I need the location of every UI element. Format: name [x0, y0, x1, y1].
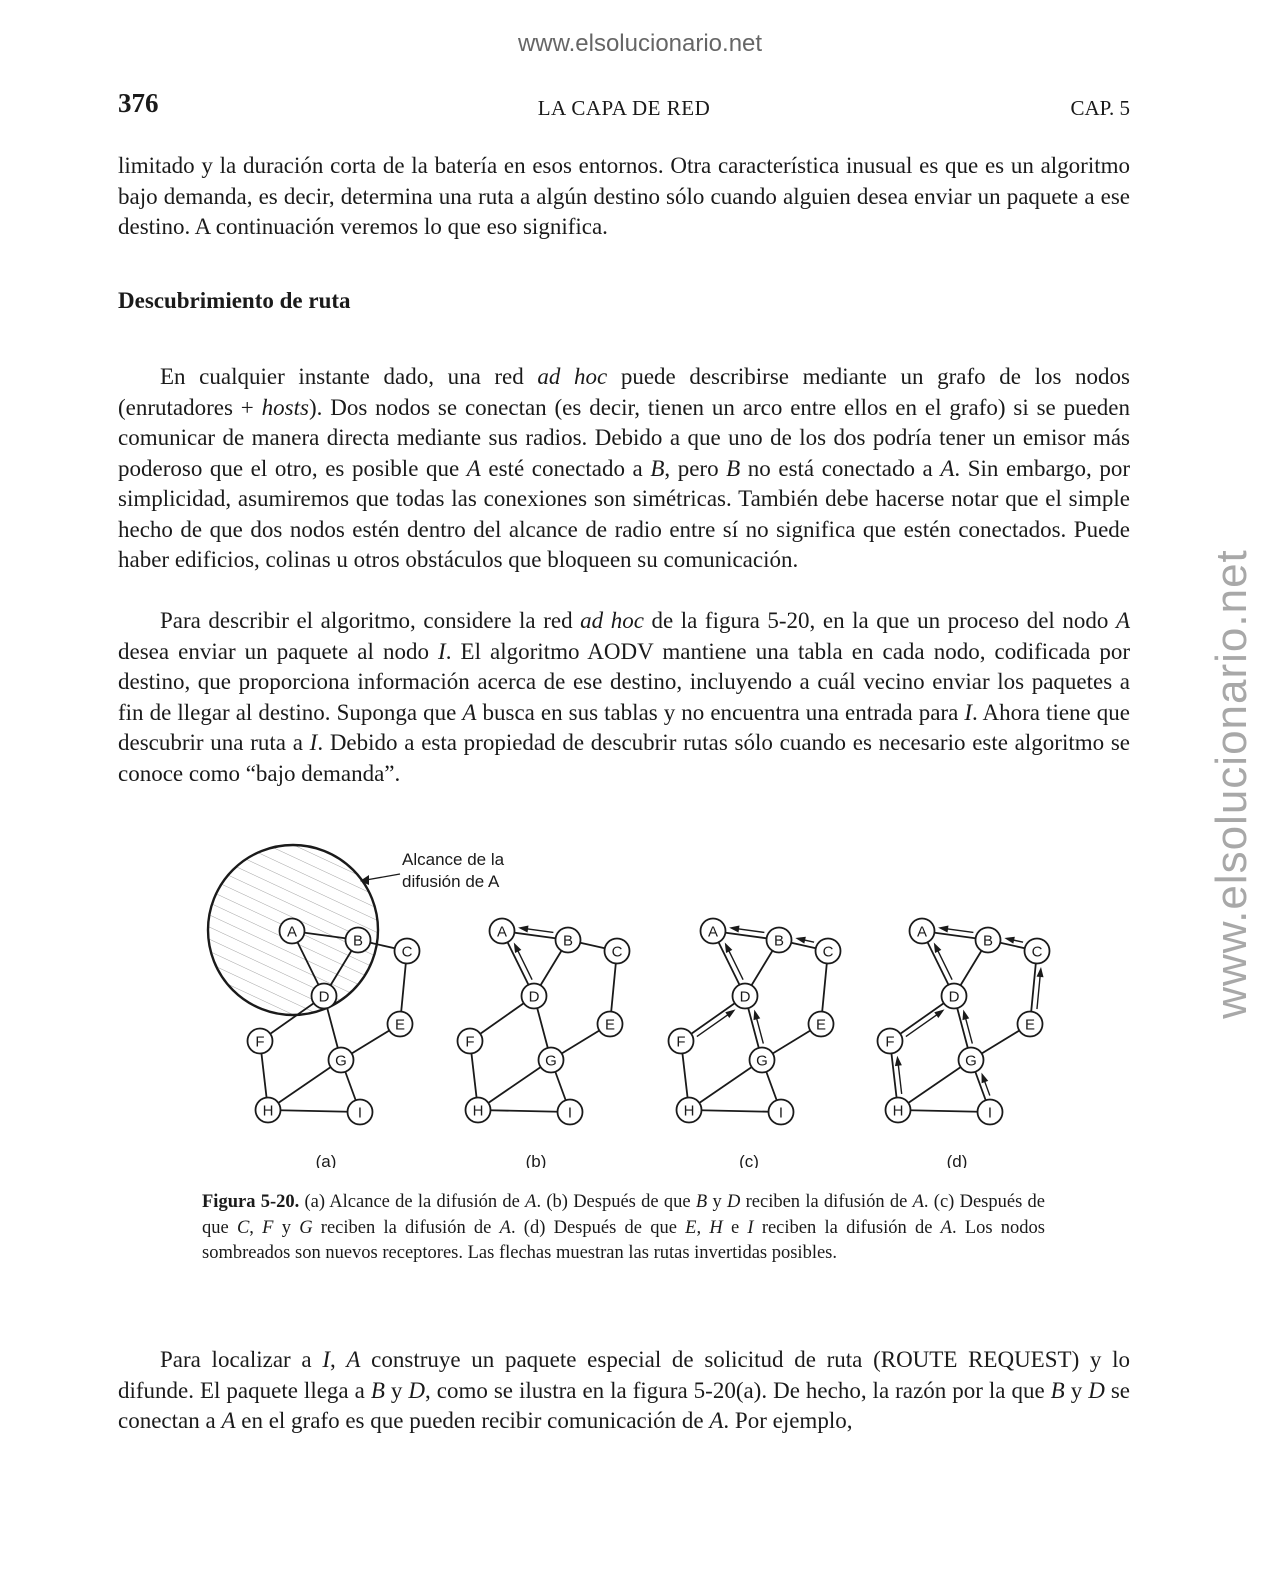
figure-caption: Figura 5-20. (a) Alcance de la difusión de A. (b) Después de que B y D reciben la difusión de A. (c) Después de que C, F y G reciben la difusión de A. (d) Después de que E, H e I reciben la difusión de A. Los nodos sombreados son nuevos receptores. Las flechas muestran las rutas invertidas posibles. [202, 1192, 1045, 1263]
reverse-route-arrow-F-D-panel-c [697, 1013, 731, 1037]
node-label-H-panel-c: H [683, 1102, 695, 1120]
reverse-route-arrowhead-I-G-panel-d [981, 1073, 988, 1084]
node-label-B-panel-a: B [352, 932, 364, 950]
node-label-B-panel-d: B [982, 932, 994, 950]
node-label-H-panel-a: H [262, 1102, 274, 1120]
watermark-side: www.elsolucionario.net [1207, 549, 1256, 1019]
node-label-C-panel-c: C [822, 943, 834, 961]
edge-H-I-panel-c [689, 1110, 781, 1112]
reverse-route-arrowhead-D-A-panel-c [725, 942, 733, 953]
node-label-A-panel-c: A [707, 923, 719, 941]
section-heading: Descubrimiento de ruta [118, 288, 351, 313]
node-label-I-panel-b: I [567, 1104, 573, 1122]
reverse-route-arrowhead-G-D-panel-c [753, 1010, 760, 1021]
panel-label-a: (a) [315, 1152, 337, 1168]
reverse-route-arrow-E-C-panel-d [1037, 973, 1040, 1009]
node-label-D-panel-a: D [318, 988, 330, 1006]
node-label-G-panel-a: G [335, 1052, 347, 1070]
reverse-route-arrow-F-D-panel-d [906, 1013, 940, 1037]
node-label-F-panel-d: F [885, 1033, 895, 1051]
edge-H-I-panel-a [268, 1110, 360, 1112]
reverse-route-arrowhead-H-F-panel-d [895, 1056, 902, 1066]
node-label-E-panel-b: E [604, 1016, 616, 1034]
paragraph-3: Para localizar a I, A construye un paquete especial de solicitud de ruta (ROUTE REQUEST) y lo difunde. El paquete llega a B y D, como se ilustra en la figura 5-20(a). De hecho, la razón por la que B y D se conectan a A en el grafo es que pueden recibir comunicación de A. Por ejemplo, [118, 1347, 1130, 1433]
reverse-route-arrowhead-B-A-panel-d [938, 926, 948, 933]
reverse-route-arrowhead-C-B-panel-d [1004, 937, 1015, 944]
node-label-A-panel-d: A [916, 923, 928, 941]
reverse-route-arrow-B-A-panel-c [735, 928, 764, 932]
reverse-route-arrowhead-F-D-panel-d [934, 1009, 944, 1018]
figure-5-20 [200, 838, 1060, 1168]
watermark-top: www.elsolucionario.net [517, 30, 763, 57]
node-label-B-panel-b: B [562, 932, 574, 950]
node-label-C-panel-d: C [1031, 943, 1043, 961]
chapter-label: CAP. 5 [1070, 96, 1130, 120]
edge-H-I-panel-b [478, 1110, 570, 1112]
node-label-G-panel-d: G [965, 1052, 977, 1070]
node-label-F-panel-a: F [255, 1033, 265, 1051]
node-label-H-panel-b: H [472, 1102, 484, 1120]
node-label-A-panel-a: A [286, 923, 298, 941]
node-label-F-panel-b: F [465, 1033, 475, 1051]
reverse-route-arrowhead-G-D-panel-d [962, 1010, 969, 1021]
node-label-I-panel-a: I [357, 1104, 363, 1122]
panel-label-c: (c) [739, 1152, 759, 1168]
annotation-line-2: difusión de A [402, 872, 500, 891]
reverse-route-arrowhead-C-B-panel-c [795, 937, 806, 944]
node-label-C-panel-a: C [401, 943, 413, 961]
node-label-B-panel-c: B [773, 932, 785, 950]
reverse-route-arrowhead-B-A-panel-c [729, 926, 739, 933]
reverse-route-arrowhead-D-A-panel-b [514, 942, 522, 953]
node-label-C-panel-b: C [611, 943, 623, 961]
paragraph-1: En cualquier instante dado, una red ad hoc puede describirse mediante un grafo de los nodos (enrutadores + hosts). Dos nodos se conectan (es decir, tienen un arco entre ellos en el grafo) si se pueden comunicar de manera directa mediante sus radios. Debido a que uno de los dos podría tener un emisor más poderoso que el otro, es posible que A esté conectado a B, pero B no está conectado a A. Sin embargo, por simplicidad, asumiremos que todas las conexiones son simétricas. También debe hacerse notar que el simple hecho de que dos nodos estén dentro del alcance de radio entre sí no significa que estén conectados. Puede haber edificios, colinas u otros obstáculos que bloqueen su comunicación. [118, 364, 1130, 572]
node-label-I-panel-c: I [778, 1104, 784, 1122]
node-label-G-panel-c: G [756, 1052, 768, 1070]
node-label-I-panel-d: I [987, 1104, 993, 1122]
annotation-leader [366, 874, 400, 880]
node-label-E-panel-c: E [815, 1016, 827, 1034]
node-label-E-panel-a: E [394, 1016, 406, 1034]
paragraph-0: limitado y la duración corta de la batería en esos entornos. Otra característica inusual es que es un algoritmo bajo demanda, es decir, determina una ruta a algún destino sólo cuando alguien desea enviar un paquete a ese destino. A continuación veremos lo que eso significa. [118, 153, 1130, 239]
running-title: LA CAPA DE RED [537, 96, 711, 120]
node-label-A-panel-b: A [496, 923, 508, 941]
aodv-diagram [200, 838, 1060, 1168]
node-label-E-panel-d: E [1024, 1016, 1036, 1034]
node-label-D-panel-b: D [528, 988, 540, 1006]
node-label-G-panel-b: G [545, 1052, 557, 1070]
panel-label-d: (d) [946, 1152, 968, 1168]
reverse-route-arrow-H-F-panel-d [898, 1062, 902, 1094]
reverse-route-arrowhead-E-C-panel-d [1037, 967, 1044, 977]
reverse-route-arrowhead-F-D-panel-c [725, 1009, 735, 1018]
annotation-line-1: Alcance de la [402, 850, 505, 869]
reverse-route-arrow-B-A-panel-b [524, 928, 553, 932]
node-label-D-panel-c: D [739, 988, 751, 1006]
edge-H-I-panel-d [898, 1110, 990, 1112]
node-label-H-panel-d: H [892, 1102, 904, 1120]
page-header [118, 88, 1130, 128]
panel-label-b: (b) [525, 1152, 547, 1168]
paragraph-2: Para describir el algoritmo, considere la red ad hoc de la figura 5-20, en la que un proceso del nodo A desea enviar un paquete al nodo I. El algoritmo AODV mantiene una tabla en cada nodo, codificada por destino, que proporciona información acerca de ese destino, incluyendo a cuál vecino enviar los paquetes a fin de llegar al destino. Suponga que A busca en sus tablas y no encuentra una entrada para I. Ahora tiene que descubrir una ruta a I. Debido a esta propiedad de descubrir rutas sólo cuando es necesario este algoritmo se conoce como “bajo demanda”. [118, 608, 1130, 786]
node-label-F-panel-c: F [676, 1033, 686, 1051]
reverse-route-arrow-B-A-panel-d [944, 928, 973, 932]
reverse-route-arrowhead-B-A-panel-b [518, 926, 528, 933]
reverse-route-arrowhead-D-A-panel-d [934, 942, 942, 953]
page-number: 376 [118, 88, 159, 118]
node-label-D-panel-d: D [948, 988, 960, 1006]
